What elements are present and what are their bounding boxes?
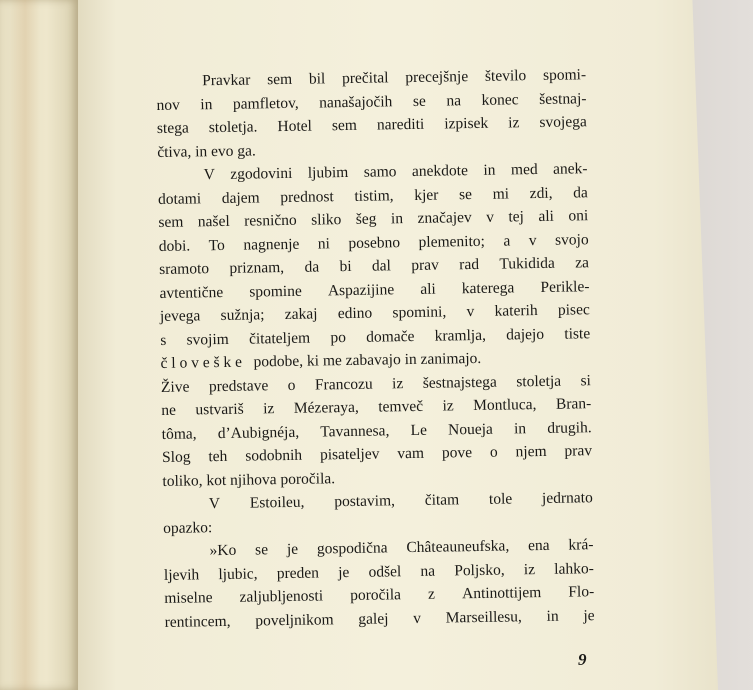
word: tole [488,490,513,508]
word: ljevih [163,565,200,584]
word: Slog [161,448,191,466]
word: v [466,303,475,321]
word: na [420,562,436,580]
word: anekdote [411,162,469,180]
word: V [203,166,215,184]
word: a [503,231,511,250]
word: svojo [554,230,589,249]
word: zaljubljenosti [239,587,324,606]
text-line: toliko, kot njihova poročila. [162,469,336,490]
word: število [484,67,527,85]
word: in [390,210,404,228]
word: ali [538,207,555,226]
word: in [483,161,496,179]
word: edino [337,304,373,323]
word: in [546,607,559,625]
text-line: opazko: [163,518,213,537]
word: ljubic, [218,564,258,583]
word: in [513,419,527,437]
word: Marseillesu, [445,607,522,627]
word: dobi. [158,236,191,255]
word: tej [508,208,525,226]
word: predstave [208,376,269,395]
word: odšel [368,562,402,581]
word: Montluca, [473,396,537,415]
word: narediti [376,115,425,134]
word: o [287,376,296,394]
word: nov [156,96,180,114]
word: Châteauneufska, [406,537,510,557]
word: sem [267,70,293,89]
word: ni [317,234,331,252]
word: zakaj [284,305,318,324]
word: svojega [539,113,587,131]
word: zgodovini [230,164,293,183]
word: se [412,92,426,110]
text-line: čtiva, in evo ga. [157,141,256,161]
word: iz [508,114,520,132]
word: mi [492,184,510,203]
word: nagnenje [243,235,300,254]
word: ustvariš [195,400,244,419]
word: »Ko [209,541,237,560]
word: v [528,231,537,249]
word: rad [459,255,480,274]
word: zdi, [529,184,553,202]
word: Tavannesa, [320,421,390,440]
word: Flo- [568,583,595,601]
word: prav [564,442,593,460]
word: Noueja [447,420,493,438]
word: na [446,91,462,109]
word: vam [397,444,425,463]
left-page-edge [0,0,78,690]
word: šeg [355,210,377,228]
word: V [208,495,221,513]
word: ne [161,401,177,419]
word: plemenito; [418,232,485,251]
word: iz [391,374,404,392]
word: je [286,540,299,559]
word: se [254,541,269,559]
word: Aspazijine [327,280,395,299]
word: samo [363,163,397,181]
word: čitam [424,491,460,509]
word: se [458,185,473,203]
word: preden [276,564,320,582]
word: iz [523,560,536,578]
word: spomini, [392,303,447,322]
word: poročila [350,586,402,605]
word: teh [208,447,228,466]
word: da [304,258,320,276]
word: tistim, [354,186,394,205]
word: dajem [221,188,260,207]
word: spomi- [542,66,587,84]
word: drugih. [547,418,592,437]
word: miselne [164,589,213,607]
word: lahko- [554,559,594,578]
word: resnično [244,211,297,230]
word: čitateljem [248,329,311,348]
word: avtentične [159,283,224,302]
word: pisateljev [319,445,380,464]
word: dajejo [506,325,545,344]
word: konec [481,90,519,109]
word: Pravkar [202,71,251,90]
word: gospodična [316,539,388,558]
word: stega [156,119,189,137]
word: priznam, [229,259,285,277]
word: prav [411,256,439,275]
word: kjer [414,186,439,204]
word: z [427,585,436,603]
word: temveč [378,397,424,416]
word: v [413,609,422,627]
word: njem [515,442,547,461]
word: tôma, [161,424,197,443]
word: krá- [568,536,594,554]
word: ali [420,280,436,298]
word: oni [568,207,589,225]
word: pisec [557,301,590,319]
page-number: 9 [578,650,587,669]
word: katerega [461,278,515,297]
word: domače [366,327,415,346]
word: je [583,606,595,624]
word: za [575,254,590,272]
word: iz [442,397,454,415]
word: šestnaj- [538,89,587,108]
word: To [208,236,225,254]
word: svojim [186,330,229,349]
word: Estoileu, [249,493,305,512]
word: izpisek [444,114,489,133]
word: postavim, [334,492,396,511]
word: iz [263,400,275,418]
word: Francozu [314,375,373,394]
word: Poljsko, [454,561,505,579]
word: prečital [341,69,389,88]
word: pove [441,444,473,462]
word: v [486,208,495,226]
word: si [580,371,592,389]
word: spomine [249,282,302,301]
word: stoletja [516,372,562,390]
word: stoletja. [208,118,258,137]
word: našel [197,212,230,231]
word: Žive [160,378,190,396]
word: in [200,95,213,113]
word: posebno [348,233,401,252]
word: Bran- [555,395,592,413]
word: bil [308,70,326,88]
word: Perikle- [540,277,590,296]
word: o [489,443,498,461]
text-line: č l o v e š k e podobe, ki me zabavajo in zanimajo. [160,349,482,372]
word: poveljnikom [255,610,334,630]
word: da [573,183,588,201]
word: Antinottijem [461,584,542,603]
word: kramlja, [434,326,487,345]
word: bi [339,257,352,276]
word: Le [410,421,428,439]
word: sramoto [159,260,210,278]
word: jevega [159,307,201,325]
word: Hotel [277,117,313,136]
word: pamfletov, [232,94,299,113]
word: precejšnje [405,68,469,87]
word: Tukidida [499,254,555,273]
word: šestnajstega [422,373,497,392]
word: anek- [552,160,588,178]
word: nanašajočih [319,92,393,111]
word: katerih [494,302,538,320]
word: ena [527,536,550,555]
word: dotami [157,189,202,208]
word: d’Aubignéja, [217,423,300,442]
word: sem [331,116,358,135]
word: sliko [311,211,342,229]
word: prednost [280,187,334,206]
word: je [338,563,350,581]
word: jedrnato [541,489,593,507]
word: po [330,328,347,346]
word: med [510,161,538,179]
word: značajev [417,209,472,227]
page-text [156,63,595,634]
word: sodobnih [245,446,303,465]
word: dal [371,257,392,275]
word: Mézeraya, [293,398,359,417]
word: s [160,331,167,349]
word: sužnja; [220,306,265,325]
word: ljubim [307,163,349,182]
word: galej [358,609,389,628]
word: rentincem, [164,612,231,631]
word: tiste [564,324,591,343]
word: sem [158,213,184,231]
